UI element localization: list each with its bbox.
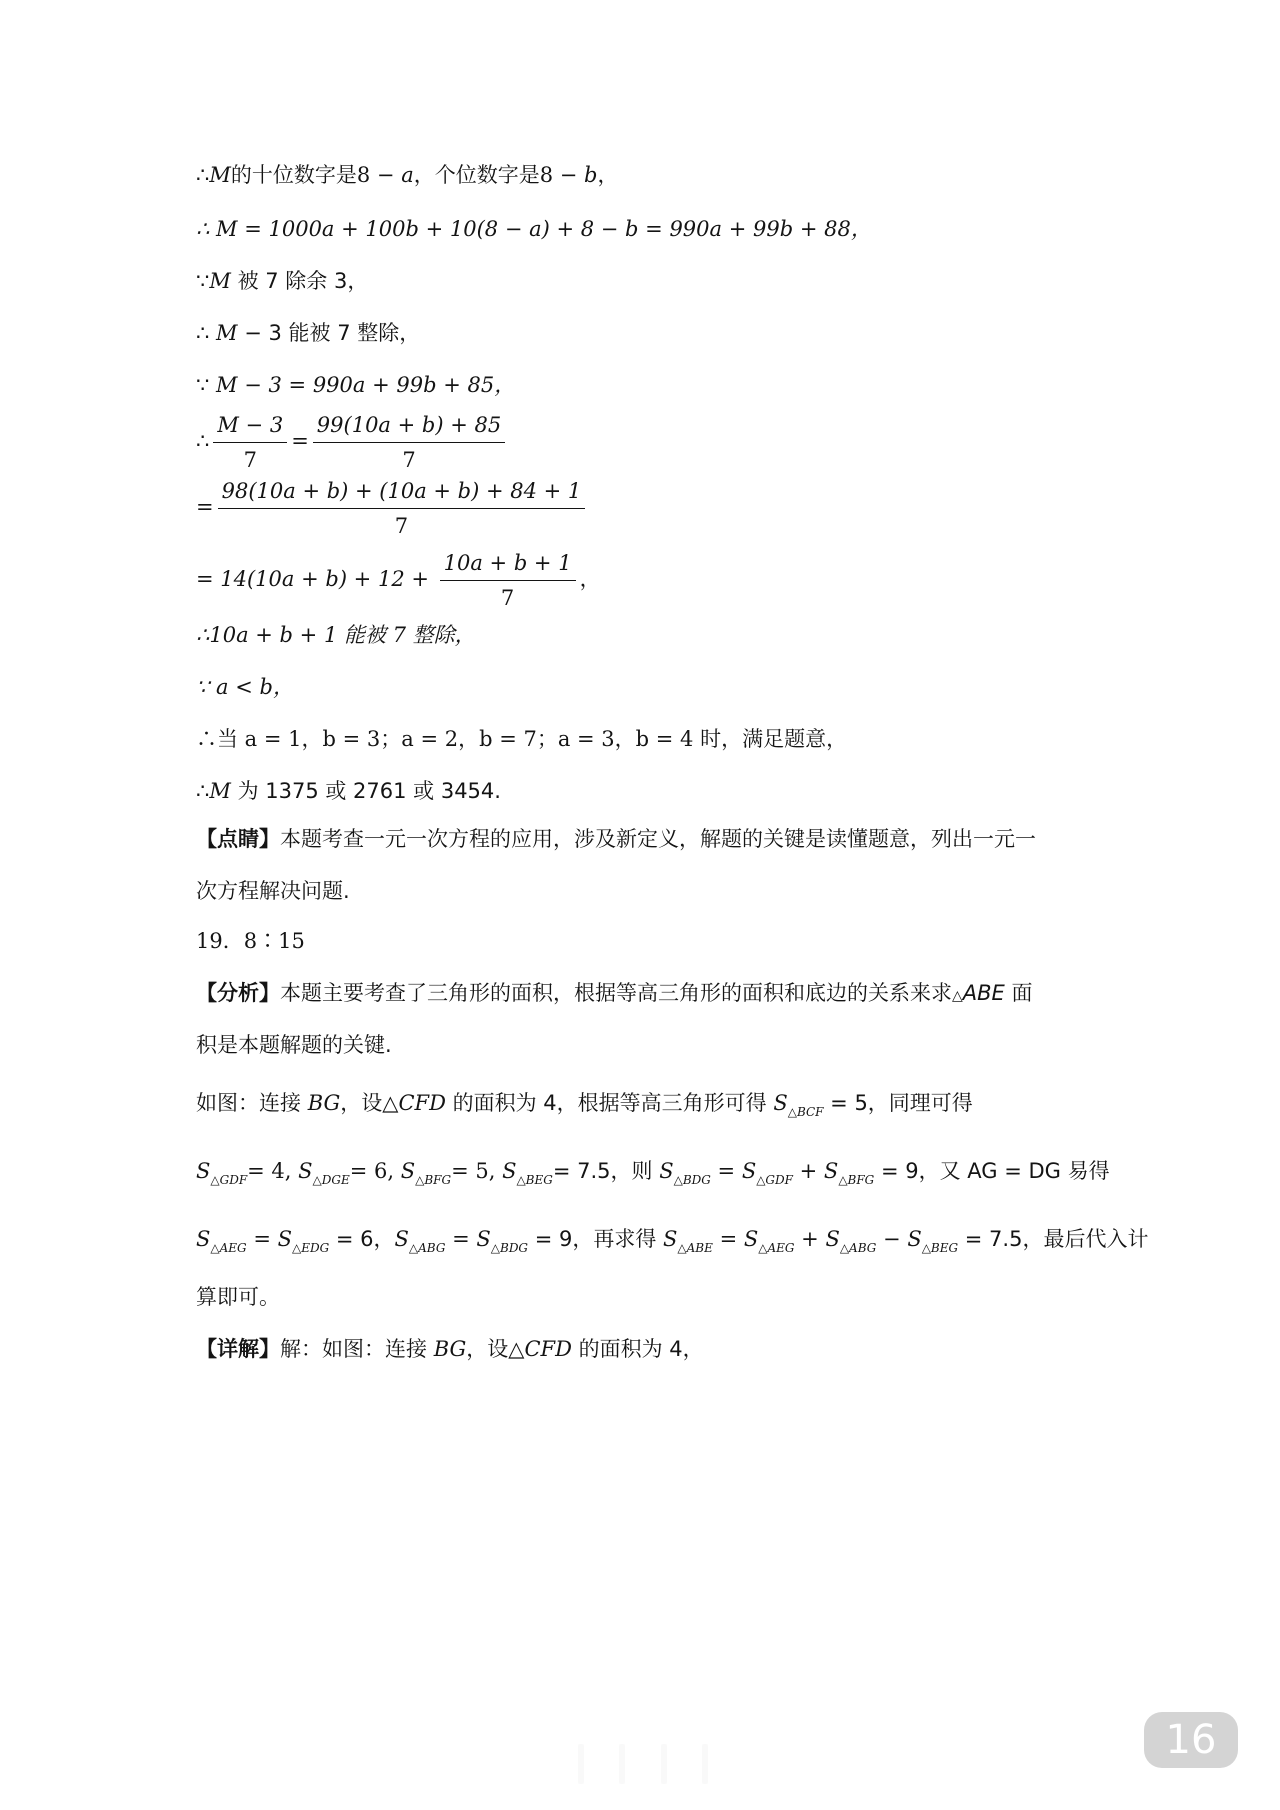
note-tag: 【点睛】	[196, 827, 280, 851]
line-para-2: $S_{\triangle GDF}= 4$, $S_{\triangle DGE}= 6$, $S_{\triangle BFG}= 5$, $S_{\triangle BEG}= 7.5$，则 $S_{\triangle BDG} = S_{\triangle GDF} + S_{\triangle BFG} = 9$，又 AG = DG 易得	[196, 1159, 1110, 1187]
question-19-answer: 19．8∶15	[196, 929, 305, 953]
line-m-result: ∴M 为 1375 或 2761 或 3454.	[196, 779, 501, 803]
line-fraction-2: = $\frac{98(10a + b) + (10a + b) + 84 + 1}{7}$	[196, 476, 589, 541]
line-note-1: 【点睛】本题考查一元一次方程的应用，涉及新定义，解题的关键是读懂题意，列出一元一	[196, 827, 1036, 851]
fraction: $\frac{10a + b + 1}{7}$	[440, 548, 576, 613]
line-analysis-2: 积是本题解题的关键.	[196, 1033, 392, 1057]
line-a-lt-b: ∵ a < b，	[196, 675, 294, 699]
line-10a-b-1: ∴10a + b + 1 能被 7 整除，	[196, 623, 476, 647]
line-fraction-3: = 14(10a + b) + 12 + $\frac{10a + b + 1}{7}$ ，	[196, 548, 601, 613]
line-m-expression: ∴ M = 1000a + 100b + 10(8 − a) + 8 − b = 990a + 99b + 88，	[196, 217, 872, 241]
line-para-3: $S_{\triangle AEG} = S_{\triangle EDG} = 6$，$S_{\triangle ABG} = S_{\triangle BDG} = 9$，再求得 $S_{\triangle ABE} = S_{\triangle AEG} + S_{\triangle ABG} - S_{\triangle BEG} = 7.5$，最后代入计	[196, 1227, 1149, 1255]
line-para-1: 如图：连接 BG，设△CFD 的面积为 4，根据等高三角形可得 $S_{\triangle BCF} = 5$，同理可得	[196, 1091, 973, 1119]
analysis-tag: 【分析】	[196, 981, 280, 1005]
page-number-badge: 16	[1144, 1712, 1238, 1768]
line-analysis-1: 【分析】本题主要考查了三角形的面积，根据等高三角形的面积和底边的关系来求△ABE 面	[196, 981, 1033, 1005]
line-tens-units: ∴M的十位数字是8 − a，个位数字是8 − b，	[196, 163, 619, 187]
line-remainder: ∵M 被 7 除余 3，	[196, 269, 369, 293]
fraction: $\frac{98(10a + b) + (10a + b) + 84 + 1}{7}$	[218, 476, 586, 541]
line-m-minus-3: ∵ M − 3 = 990a + 99b + 85，	[196, 373, 516, 397]
line-para-4: 算即可。	[196, 1285, 280, 1309]
fraction: $\frac{M - 3}{7}$	[213, 410, 287, 475]
line-divisible: ∴ M − 3 能被 7 整除，	[196, 321, 421, 345]
line-cases: ∴当 a = 1，b = 3；a = 2，b = 7；a = 3，b = 4 时，满足题意，	[196, 727, 848, 751]
fraction: $\frac{99(10a + b) + 85}{7}$	[313, 410, 505, 475]
line-note-2: 次方程解决问题.	[196, 879, 350, 903]
line-detail: 【详解】解：如图：连接 BG，设△CFD 的面积为 4，	[196, 1337, 704, 1361]
detail-tag: 【详解】	[196, 1337, 280, 1361]
faint-watermark	[578, 1744, 708, 1784]
line-fraction-1: ∴ $\frac{M - 3}{7}$ = $\frac{99(10a + b) + 85}{7}$	[196, 410, 509, 475]
